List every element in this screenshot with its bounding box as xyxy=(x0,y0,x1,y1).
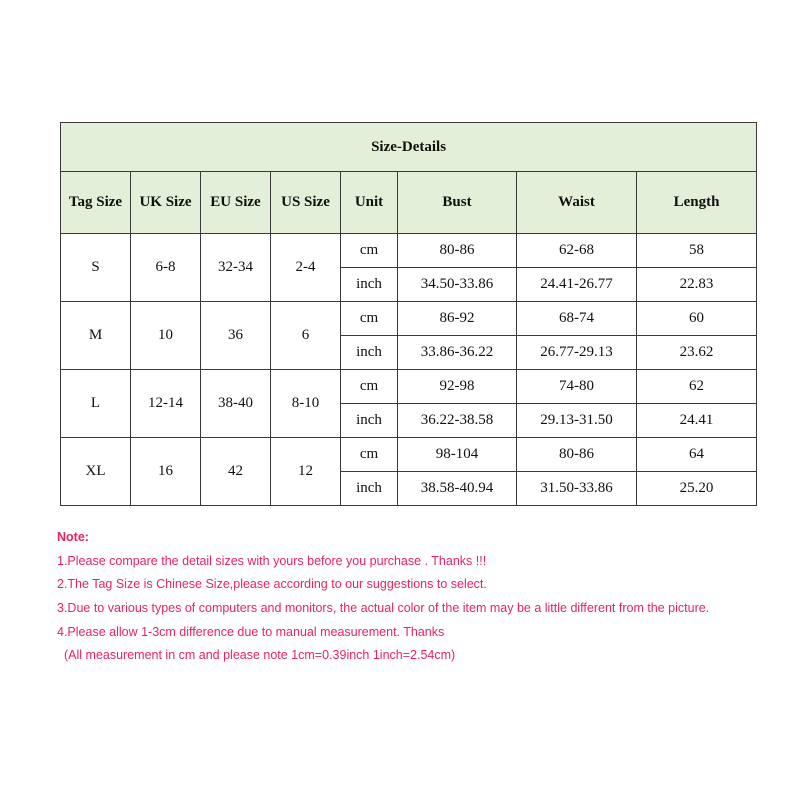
tag-size-cell: M xyxy=(61,302,131,370)
table-row xyxy=(61,234,757,268)
length-cell: 58 xyxy=(637,234,757,268)
header-eu-size: EU Size xyxy=(201,172,271,234)
waist-cell: 74-80 xyxy=(517,370,637,404)
header-uk-size: UK Size xyxy=(131,172,201,234)
us-size-cell: 8-10 xyxy=(271,370,341,438)
length-cell: 62 xyxy=(637,370,757,404)
table-row xyxy=(61,302,757,336)
header-tag-size: Tag Size xyxy=(61,172,131,234)
eu-size-cell: 42 xyxy=(201,438,271,506)
length-cell: 25.20 xyxy=(637,472,757,506)
size-details-table xyxy=(60,122,757,506)
bust-cell: 33.86-36.22 xyxy=(398,336,517,370)
bust-cell: 36.22-38.58 xyxy=(398,404,517,438)
uk-size-cell: 12-14 xyxy=(131,370,201,438)
table-title: Size-Details xyxy=(61,123,757,172)
waist-cell: 29.13-31.50 xyxy=(517,404,637,438)
length-cell: 23.62 xyxy=(637,336,757,370)
length-cell: 22.83 xyxy=(637,268,757,302)
unit-cell: inch xyxy=(341,472,398,506)
bust-cell: 86-92 xyxy=(398,302,517,336)
waist-cell: 68-74 xyxy=(517,302,637,336)
table-row xyxy=(61,370,757,404)
waist-cell: 80-86 xyxy=(517,438,637,472)
uk-size-cell: 16 xyxy=(131,438,201,506)
us-size-cell: 6 xyxy=(271,302,341,370)
us-size-cell: 2-4 xyxy=(271,234,341,302)
tag-size-cell: XL xyxy=(61,438,131,506)
unit-cell: cm xyxy=(341,234,398,268)
length-cell: 60 xyxy=(637,302,757,336)
unit-cell: inch xyxy=(341,336,398,370)
tag-size-cell: S xyxy=(61,234,131,302)
unit-cell: inch xyxy=(341,404,398,438)
note-line-2: 2.The Tag Size is Chinese Size,please according to our suggestions to select. xyxy=(57,577,487,592)
unit-cell: inch xyxy=(341,268,398,302)
note-line-5: (All measurement in cm and please note 1cm=0.39inch 1inch=2.54cm) xyxy=(64,648,456,663)
tag-size-cell: L xyxy=(61,370,131,438)
uk-size-cell: 10 xyxy=(131,302,201,370)
bust-cell: 34.50-33.86 xyxy=(398,268,517,302)
us-size-cell: 12 xyxy=(271,438,341,506)
header-waist: Waist xyxy=(517,172,637,234)
uk-size-cell: 6-8 xyxy=(131,234,201,302)
note-line-1: 1.Please compare the detail sizes with yours before you purchase . Thanks !!! xyxy=(57,553,487,568)
eu-size-cell: 32-34 xyxy=(201,234,271,302)
header-length: Length xyxy=(637,172,757,234)
note-title: Note: xyxy=(57,530,89,544)
length-cell: 64 xyxy=(637,438,757,472)
header-us-size: US Size xyxy=(271,172,341,234)
note-line-3: 3.Due to various types of computers and monitors, the actual color of the item may be a little different from the picture. xyxy=(57,601,710,616)
notes-section xyxy=(57,526,787,668)
header-unit: Unit xyxy=(341,172,398,234)
note-line-4: 4.Please allow 1-3cm difference due to manual measurement. Thanks xyxy=(57,624,445,639)
header-bust: Bust xyxy=(398,172,517,234)
bust-cell: 38.58-40.94 xyxy=(398,472,517,506)
unit-cell: cm xyxy=(341,438,398,472)
bust-cell: 80-86 xyxy=(398,234,517,268)
bust-cell: 98-104 xyxy=(398,438,517,472)
bust-cell: 92-98 xyxy=(398,370,517,404)
eu-size-cell: 38-40 xyxy=(201,370,271,438)
length-cell: 24.41 xyxy=(637,404,757,438)
unit-cell: cm xyxy=(341,370,398,404)
waist-cell: 24.41-26.77 xyxy=(517,268,637,302)
waist-cell: 31.50-33.86 xyxy=(517,472,637,506)
waist-cell: 26.77-29.13 xyxy=(517,336,637,370)
unit-cell: cm xyxy=(341,302,398,336)
table-row xyxy=(61,438,757,472)
eu-size-cell: 36 xyxy=(201,302,271,370)
waist-cell: 62-68 xyxy=(517,234,637,268)
